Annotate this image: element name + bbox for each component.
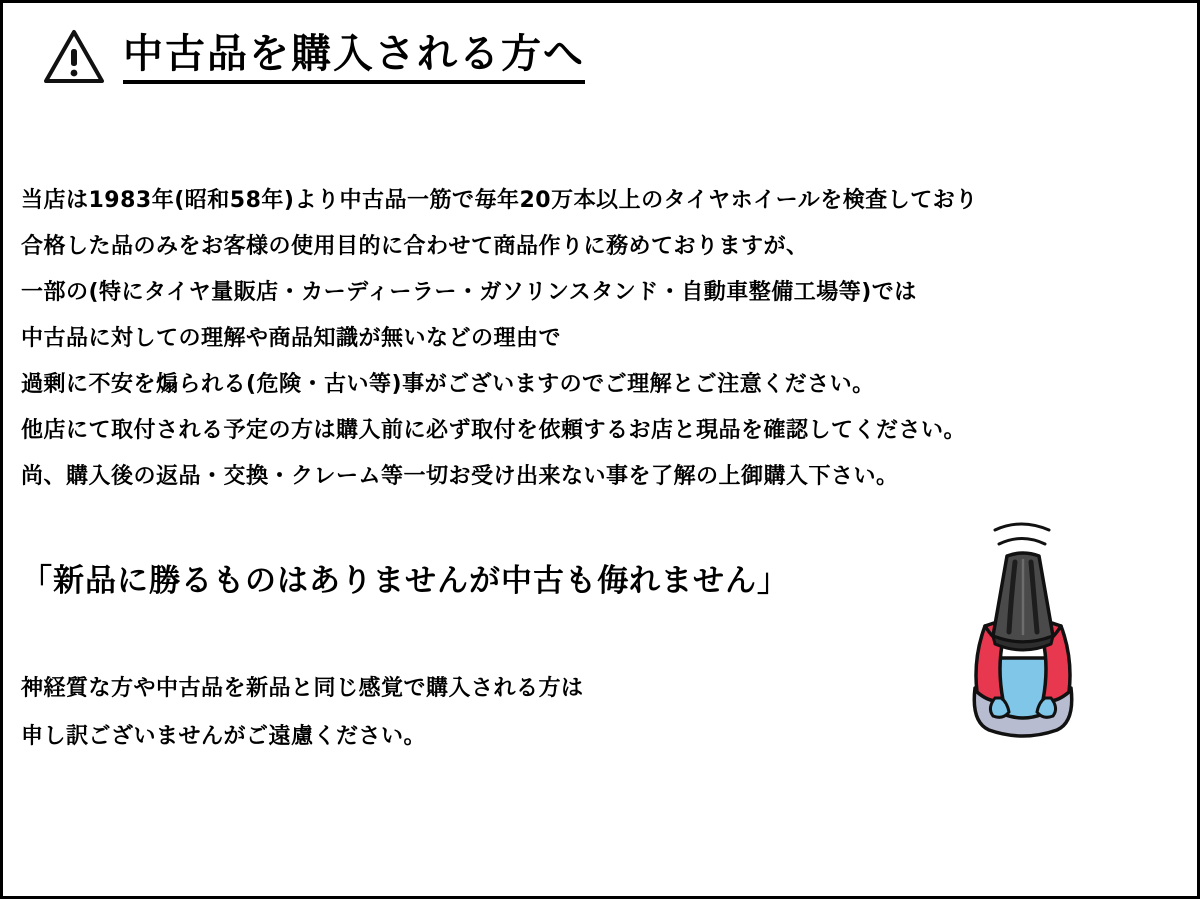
closing-body bbox=[21, 665, 921, 761]
notice-line: 過剰に不安を煽られる(危険・古い等)事がございますのでご理解とご注意ください。 bbox=[21, 372, 875, 397]
notice-line: 他店にて取付される予定の方は購入前に必ず取付を依頼するお店と現品を確認してください。 bbox=[21, 418, 967, 443]
slogan-text: 「新品に勝るものはありませんが中古も侮れません」 bbox=[21, 563, 789, 599]
notice-line: 合格した品のみをお客様の使用目的に合わせて商品作りに務めておりますが、 bbox=[21, 234, 809, 259]
bowing-person-with-tire-head-illustration bbox=[933, 508, 1113, 748]
notice-line: 尚、購入後の返品・交換・クレーム等一切お受け出来ない事を了解の上御購入下さい。 bbox=[21, 464, 899, 489]
notice-line: 一部の(特にタイヤ量販店・カーディーラー・ガソリンスタンド・自動車整備工場等)では bbox=[21, 280, 917, 305]
notice-body bbox=[21, 178, 1121, 500]
closing-line: 神経質な方や中古品を新品と同じ感覚で購入される方は bbox=[21, 676, 584, 701]
warning-triangle-icon bbox=[43, 29, 105, 85]
notice-line: 当店は1983年(昭和58年)より中古品一筋で毎年20万本以上のタイヤホイールを検査しており bbox=[21, 188, 978, 213]
header bbox=[43, 29, 585, 85]
page-title: 中古品を購入される方へ bbox=[123, 30, 585, 84]
notice-line: 中古品に対しての理解や商品知識が無いなどの理由で bbox=[21, 326, 562, 351]
closing-line: 申し訳ございませんがご遠慮ください。 bbox=[21, 724, 427, 749]
